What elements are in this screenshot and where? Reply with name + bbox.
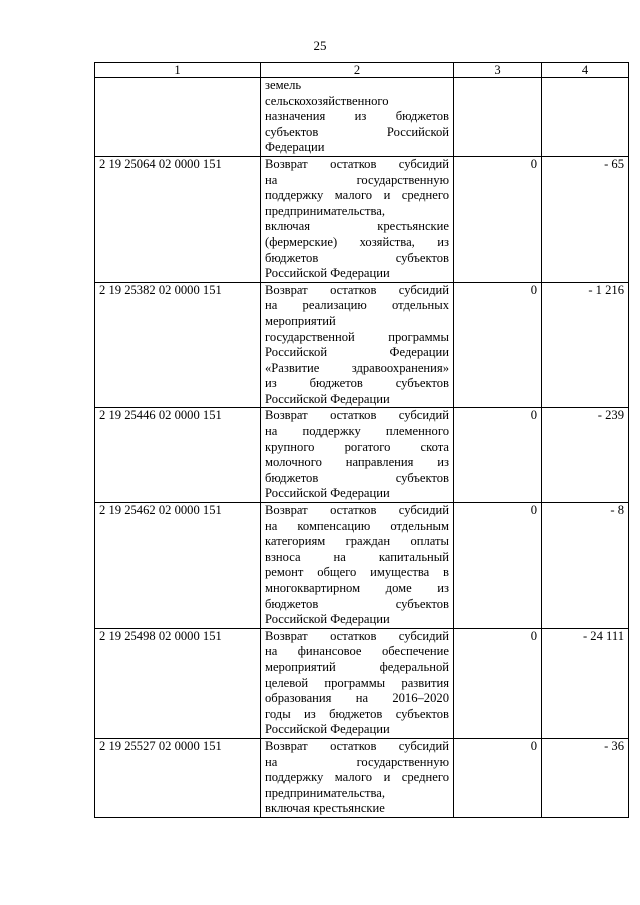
description-line: образования на 2016–2020 bbox=[265, 691, 449, 706]
table-row bbox=[95, 78, 629, 157]
value-column-4: - 24 111 bbox=[542, 628, 629, 738]
description-line: Возврат остатков субсидий bbox=[265, 628, 449, 643]
description-cell bbox=[261, 78, 454, 157]
description-line: Российской Федерации bbox=[265, 486, 390, 501]
column-header-4: 4 bbox=[542, 63, 629, 78]
table-row bbox=[95, 282, 629, 408]
table-row bbox=[95, 503, 629, 629]
description-line: крупного рогатого скота bbox=[265, 439, 449, 454]
description-cell bbox=[261, 282, 454, 408]
budget-code: 2 19 25527 02 0000 151 bbox=[95, 738, 261, 817]
description-line: Возврат остатков субсидий bbox=[265, 156, 449, 171]
budget-code bbox=[95, 78, 261, 157]
description-line: на государственную bbox=[265, 172, 449, 187]
description-cell bbox=[261, 503, 454, 629]
table-header-row bbox=[95, 63, 629, 78]
description-line: субъектов Российской bbox=[265, 124, 449, 139]
description-line: на компенсацию отдельным bbox=[265, 518, 449, 533]
value-column-4: - 65 bbox=[542, 156, 629, 282]
budget-code: 2 19 25382 02 0000 151 bbox=[95, 282, 261, 408]
description-line: годы из бюджетов субъектов bbox=[265, 706, 449, 721]
description-line: Российской Федерации bbox=[265, 345, 449, 360]
value-column-4: - 36 bbox=[542, 738, 629, 817]
description-line: предпринимательства, bbox=[265, 785, 386, 800]
description-line: сельскохозяйственного bbox=[265, 93, 389, 108]
description-line: земель bbox=[265, 78, 302, 92]
value-column-3: 0 bbox=[454, 738, 542, 817]
budget-code: 2 19 25498 02 0000 151 bbox=[95, 628, 261, 738]
description-line: Российской Федерации bbox=[265, 612, 390, 627]
budget-code: 2 19 25064 02 0000 151 bbox=[95, 156, 261, 282]
description-line: поддержку малого и среднего bbox=[265, 188, 449, 203]
description-line: многоквартирном доме из bbox=[265, 581, 449, 595]
description-line: Российской Федерации bbox=[265, 266, 390, 281]
budget-table bbox=[94, 62, 629, 818]
description-line: на государственную bbox=[265, 754, 449, 769]
description-line: на финансовое обеспечение bbox=[265, 644, 449, 659]
table-row bbox=[95, 738, 629, 817]
value-column-4: - 239 bbox=[542, 408, 629, 503]
table-body bbox=[95, 78, 629, 818]
description-line: ремонт общего имущества в bbox=[265, 565, 449, 580]
column-header-1: 1 bbox=[95, 63, 261, 78]
description-line: Федерации bbox=[265, 140, 325, 155]
description-line: государственной программы bbox=[265, 329, 449, 344]
value-column-4 bbox=[542, 78, 629, 157]
table-row bbox=[95, 156, 629, 282]
description-line: целевой программы развития bbox=[265, 675, 449, 690]
value-column-3: 0 bbox=[454, 156, 542, 282]
value-column-4: - 8 bbox=[542, 503, 629, 629]
description-line: мероприятий федеральной bbox=[265, 659, 449, 674]
description-cell bbox=[261, 738, 454, 817]
description-cell bbox=[261, 408, 454, 503]
description-line: бюджетов субъектов bbox=[265, 470, 449, 485]
description-line: Возврат остатков субсидий bbox=[265, 408, 449, 423]
column-header-3: 3 bbox=[454, 63, 542, 78]
description-line: мероприятий bbox=[265, 313, 336, 328]
description-line: «Развитие здравоохранения» bbox=[265, 360, 449, 375]
description-line: взноса на капитальный bbox=[265, 549, 449, 564]
description-line: из бюджетов субъектов bbox=[265, 376, 449, 391]
description-line: на реализацию отдельных bbox=[265, 298, 449, 313]
description-line: бюджетов субъектов bbox=[265, 596, 449, 611]
description-line: назначения из бюджетов bbox=[265, 109, 449, 124]
description-line: на поддержку племенного bbox=[265, 424, 449, 439]
description-line: включая крестьянские bbox=[265, 219, 449, 234]
value-column-3: 0 bbox=[454, 408, 542, 503]
description-line: Возврат остатков субсидий bbox=[265, 503, 449, 518]
description-line: поддержку малого и среднего bbox=[265, 770, 449, 785]
description-line: Российской Федерации bbox=[265, 391, 390, 406]
value-column-4: - 1 216 bbox=[542, 282, 629, 408]
value-column-3: 0 bbox=[454, 503, 542, 629]
table-row bbox=[95, 628, 629, 738]
page-number: 25 bbox=[313, 38, 327, 53]
description-line: Возврат остатков субсидий bbox=[265, 738, 449, 753]
table-row bbox=[95, 408, 629, 503]
description-line: молочного направления из bbox=[265, 455, 449, 470]
description-line: предпринимательства, bbox=[265, 203, 386, 218]
description-line: включая крестьянские bbox=[265, 801, 385, 816]
value-column-3 bbox=[454, 78, 542, 157]
description-line: категориям граждан оплаты bbox=[265, 534, 449, 549]
value-column-3: 0 bbox=[454, 282, 542, 408]
description-line: Возврат остатков субсидий bbox=[265, 282, 449, 297]
column-header-2: 2 bbox=[261, 63, 454, 78]
description-line: бюджетов субъектов bbox=[265, 250, 449, 265]
description-cell bbox=[261, 156, 454, 282]
value-column-3: 0 bbox=[454, 628, 542, 738]
description-line: (фермерские) хозяйства, из bbox=[265, 234, 449, 249]
description-cell bbox=[261, 628, 454, 738]
budget-code: 2 19 25462 02 0000 151 bbox=[95, 503, 261, 629]
description-line: Российской Федерации bbox=[265, 722, 390, 737]
budget-code: 2 19 25446 02 0000 151 bbox=[95, 408, 261, 503]
